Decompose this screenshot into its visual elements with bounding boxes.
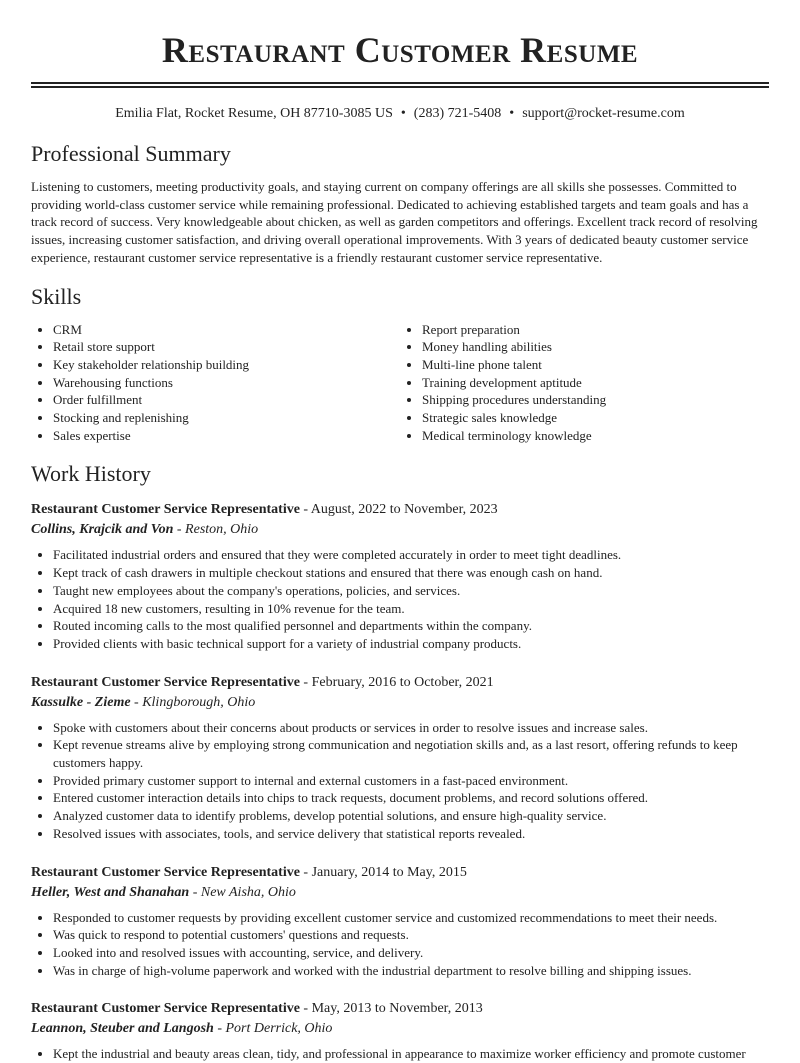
job-bullets <box>31 909 769 980</box>
skill-item: • Report preparation <box>422 321 769 339</box>
job-bullet: • Provided clients with basic technical support for a variety of industrial company products. <box>53 635 769 653</box>
job-company-line <box>31 693 769 713</box>
job-location: - New Aisha, Ohio <box>189 884 296 900</box>
job-company: Heller, West and Shanahan <box>31 884 190 900</box>
job-company: Collins, Krajcik and Von <box>31 522 174 538</box>
job-dates: - August, 2022 to November, 2023 <box>299 502 498 518</box>
job-role: Restaurant Customer Service Representative <box>31 502 300 518</box>
job-dates: - February, 2016 to October, 2021 <box>299 674 494 690</box>
job-role: Restaurant Customer Service Representative <box>31 674 300 690</box>
job-entry <box>31 999 769 1063</box>
skills-column-left <box>31 321 400 445</box>
job-bullet: • Routed incoming calls to the most qualified personnel and departments within the company. <box>53 617 769 635</box>
job-company-line <box>31 520 769 540</box>
job-role: Restaurant Customer Service Representative <box>31 864 300 880</box>
job-bullet: • Kept the industrial and beauty areas clean, tidy, and professional in appearance to maximize worker efficiency and promote customer <box>53 1045 769 1063</box>
contact-line <box>31 104 769 124</box>
skills-column-right <box>400 321 769 445</box>
job-dates: - May, 2013 to November, 2013 <box>299 1001 483 1017</box>
job-bullet: • Kept track of cash drawers in multiple checkout stations and ensured that there was enough cash on hand. <box>53 564 769 582</box>
skill-item: • Training development aptitude <box>422 374 769 392</box>
work-history-heading: Work History <box>31 461 151 487</box>
skill-item: • Strategic sales knowledge <box>422 409 769 427</box>
job-bullet: • Responded to customer requests by providing excellent customer service and customized recommendations to meet their needs. <box>53 909 769 927</box>
job-bullet: • Was quick to respond to potential customers' questions and requests. <box>53 926 769 944</box>
job-company: Kassulke - Zieme <box>31 694 131 710</box>
skill-item: • CRM <box>53 321 400 339</box>
contact-separator: • <box>400 106 406 121</box>
skill-item: • Order fulfillment <box>53 391 400 409</box>
job-company-line <box>31 1019 769 1039</box>
job-entry <box>31 500 769 652</box>
job-bullet: • Looked into and resolved issues with accounting, service, and delivery. <box>53 944 769 962</box>
contact-email: support@rocket-resume.com <box>522 106 685 121</box>
job-role: Restaurant Customer Service Representative <box>31 1001 300 1017</box>
skill-item: • Retail store support <box>53 338 400 356</box>
skill-item: • Medical terminology knowledge <box>422 427 769 445</box>
skills-heading: Skills <box>31 283 82 309</box>
job-bullet: • Kept revenue streams alive by employing strong communication and negotiation skills and, as a last resort, offering refunds to keep customers happy. <box>53 736 769 771</box>
contact-address: Emilia Flat, Rocket Resume, OH 87710-3085 US <box>115 106 393 121</box>
job-bullet: • Entered customer interaction details into chips to track requests, document problems, and record solutions offered. <box>53 789 769 807</box>
skill-item: • Warehousing functions <box>53 374 400 392</box>
job-bullet: • Acquired 18 new customers, resulting in 10% revenue for the team. <box>53 600 769 618</box>
contact-phone: (283) 721-5408 <box>413 106 502 121</box>
work-history-list <box>31 500 769 1063</box>
job-entry <box>31 863 769 980</box>
resume-title: Restaurant Customer Resume <box>161 30 639 70</box>
job-header <box>31 999 769 1019</box>
job-location: - Klingborough, Ohio <box>130 694 256 710</box>
job-bullets <box>31 1045 769 1063</box>
job-bullets <box>31 546 769 652</box>
job-entry <box>31 673 769 843</box>
job-bullets <box>31 719 769 843</box>
job-bullet: • Was in charge of high-volume paperwork and worked with the industrial department to resolve billing and shipping issues. <box>53 962 769 980</box>
job-header <box>31 863 769 883</box>
title-double-rule <box>31 82 769 88</box>
skill-item: • Stocking and replenishing <box>53 409 400 427</box>
job-header <box>31 500 769 520</box>
skills-list <box>31 321 769 445</box>
skill-item: • Multi-line phone talent <box>422 356 769 374</box>
job-bullet: • Facilitated industrial orders and ensured that they were completed accurately in order to meet tight deadlines. <box>53 546 769 564</box>
skill-item: • Sales expertise <box>53 427 400 445</box>
job-location: - Port Derrick, Ohio <box>213 1021 333 1037</box>
job-bullet: • Resolved issues with associates, tools, and service delivery that statistical reports revealed. <box>53 825 769 843</box>
job-bullet: • Provided primary customer support to internal and external customers in a fast-paced environment. <box>53 772 769 790</box>
job-bullet: • Analyzed customer data to identify problems, develop potential solutions, and ensure high-quality service. <box>53 807 769 825</box>
contact-separator: • <box>509 106 515 121</box>
skill-item: • Money handling abilities <box>422 338 769 356</box>
summary-heading: Professional Summary <box>31 141 231 166</box>
skill-item: • Key stakeholder relationship building <box>53 356 400 374</box>
job-bullet: • Spoke with customers about their concerns about products or services in order to resolve issues and increase sales. <box>53 719 769 737</box>
skill-item: • Shipping procedures understanding <box>422 391 769 409</box>
job-company: Leannon, Steuber and Langosh <box>31 1021 214 1037</box>
job-location: - Reston, Ohio <box>173 522 259 538</box>
job-company-line <box>31 883 769 903</box>
summary-text: Listening to customers, meeting productivity goals, and staying current on company offerings are all skills she possesses. Committed to providing world-class customer service while remaining professional. Dedicated to achieving established targets and team goals and has a track record of success. Very knowledgeable about chicken, as well as garden competitors and offerings. Excellent track record of resolving issues, increasing customer satisfaction, and driving overall operational improvements. With 3 years of dedicated beauty customer service experience, restaurant customer service representative is a friendly restaurant customer service representative. <box>31 179 758 265</box>
job-dates: - January, 2014 to May, 2015 <box>299 864 467 880</box>
job-header <box>31 673 769 693</box>
job-bullet: • Taught new employees about the company's operations, policies, and services. <box>53 582 769 600</box>
